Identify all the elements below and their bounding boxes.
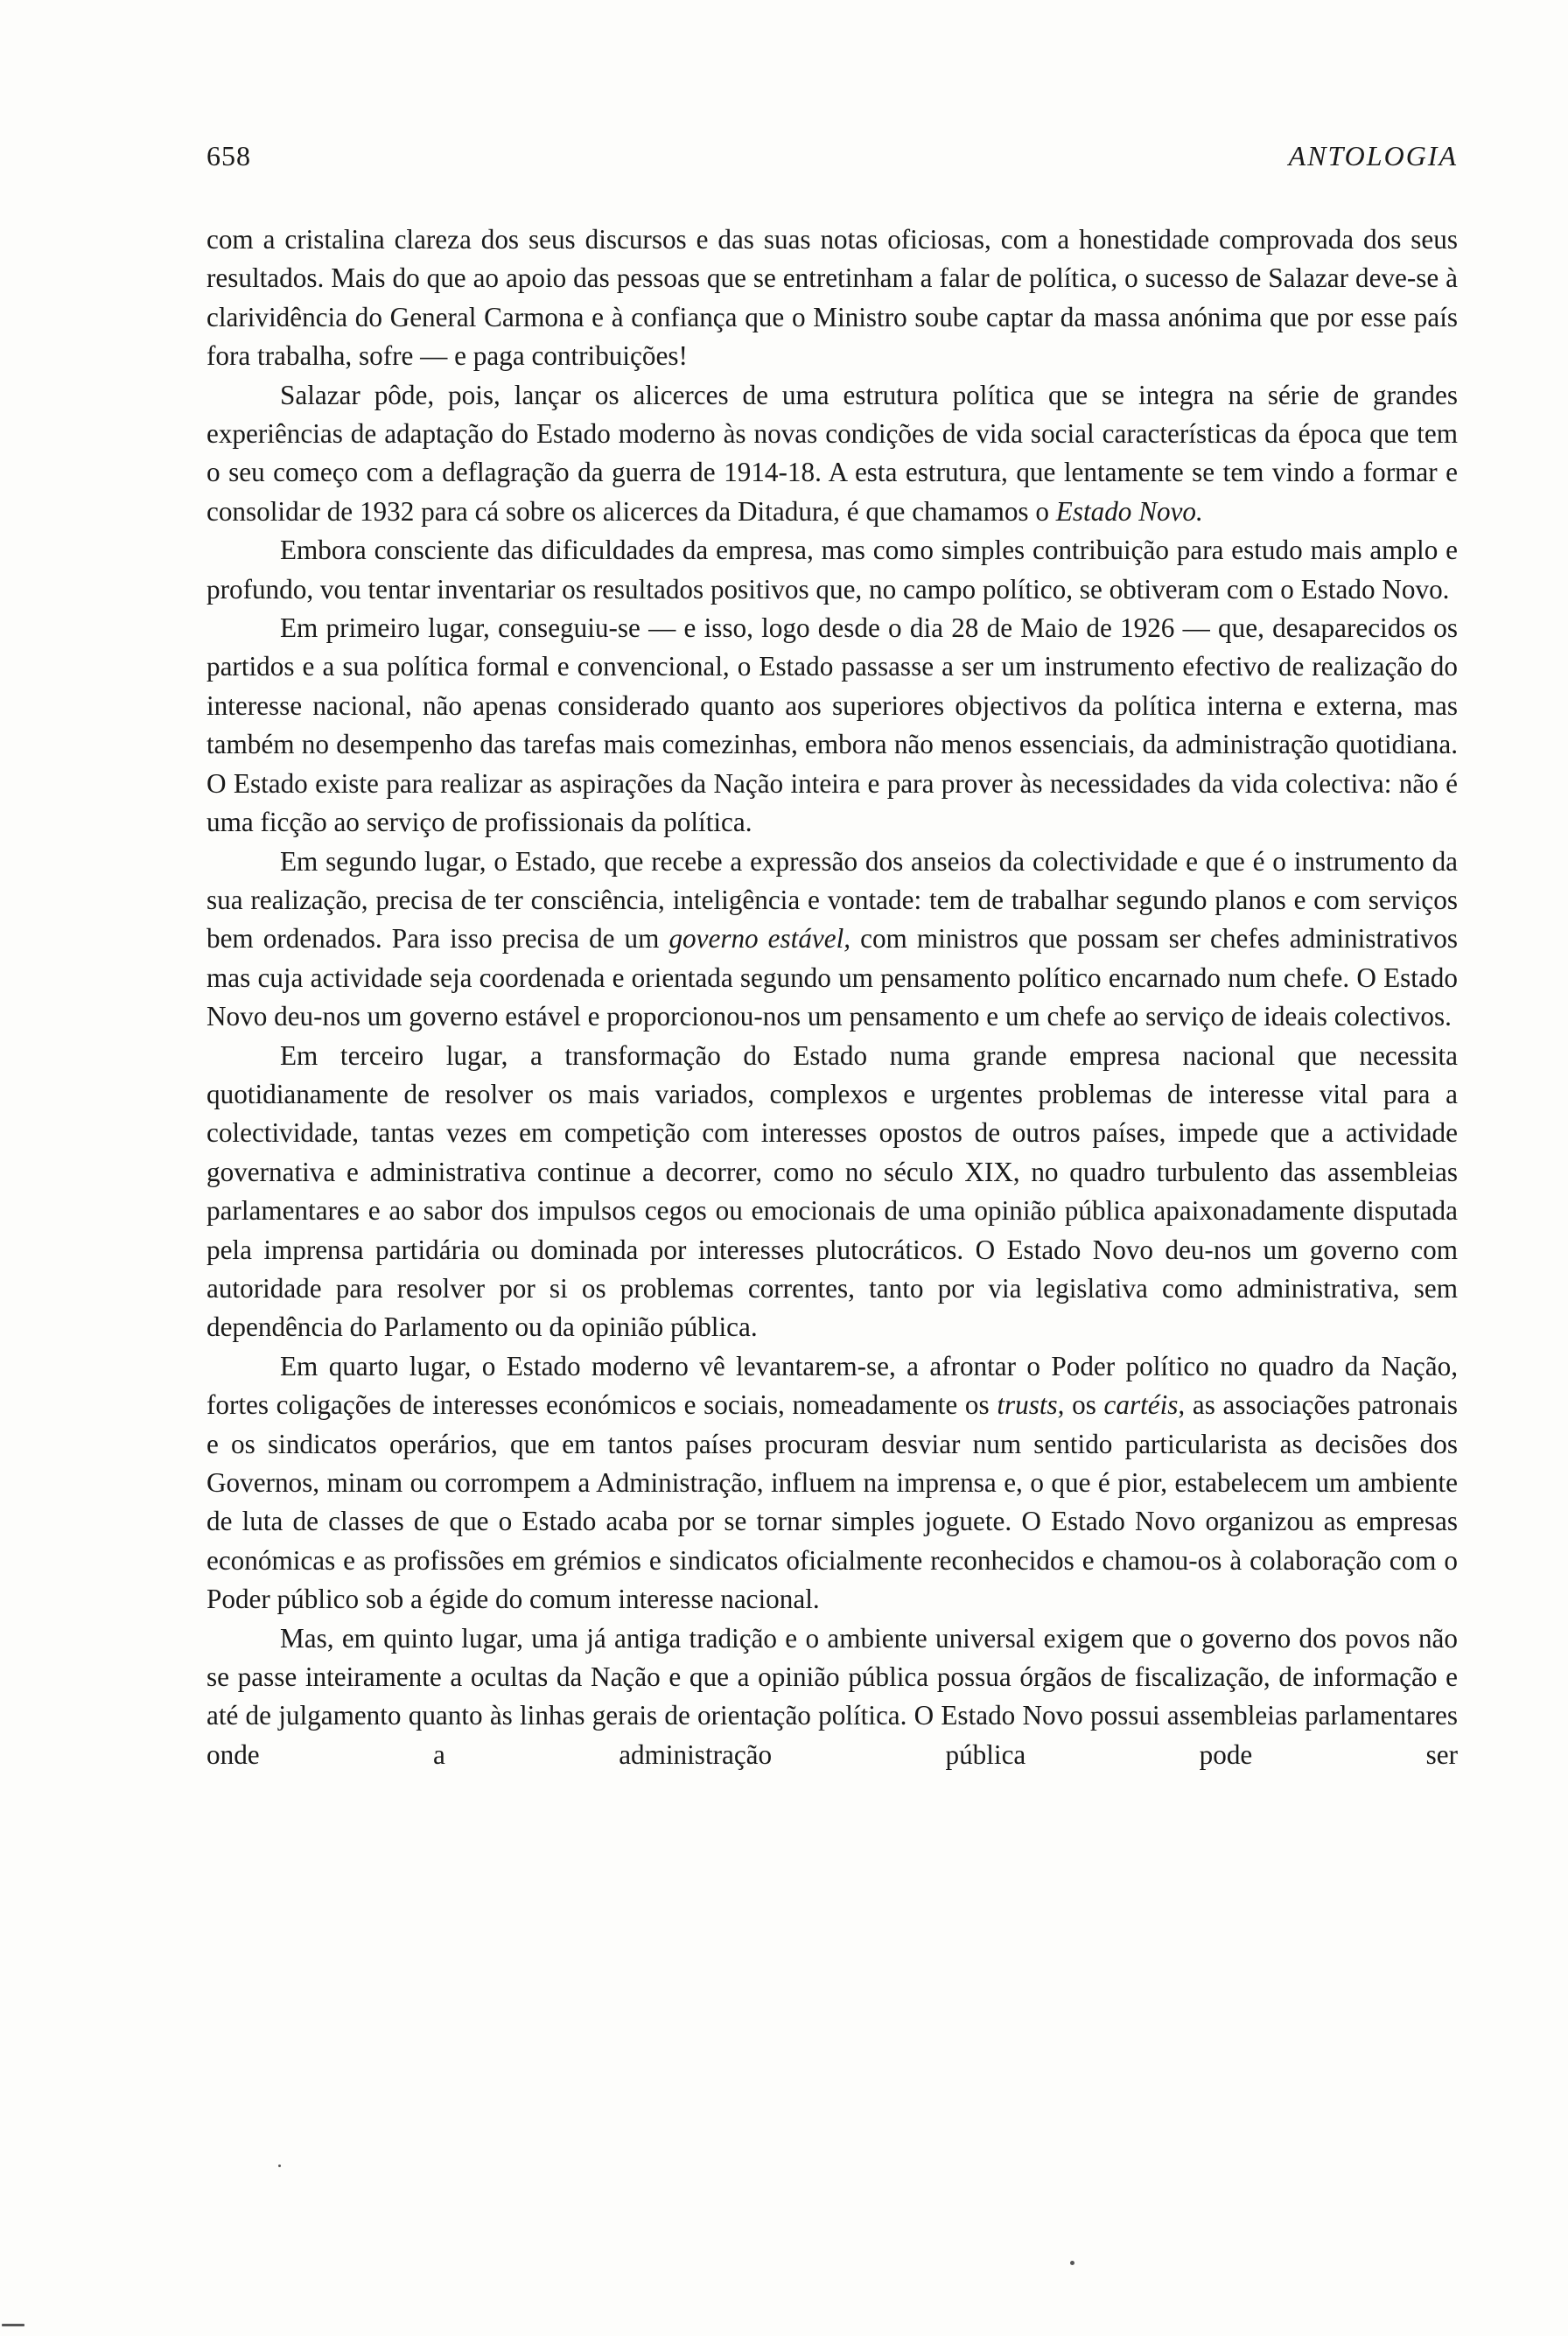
paragraph-5: [206, 843, 1458, 1037]
paragraph-8: [206, 1619, 1458, 1775]
paragraph-4: [206, 609, 1458, 842]
paragraph-text: Mas, em quinto lugar, uma já antiga tradição e o ambiente universal exigem que o governo dos povos não se passe inteiramente a ocultas da Nação e que a opinião pública possua órgãos de fiscalização, de informação e até de julgamento quanto às linhas gerais de orientação política. O Estado Novo possui assembleias parlamentares onde a administração pública pode ser: [206, 1622, 1458, 1770]
paragraph-text: Em quarto lugar, o Estado moderno vê levantarem-se, a afrontar o Poder político no quadro da Nação, fortes coligações de interesses económicos e sociais, nomeadamente os: [206, 1350, 1458, 1421]
paragraph-3: [206, 531, 1458, 609]
paragraph-text: Em primeiro lugar, conseguiu-se — e isso, logo desde o dia 28 de Maio de 1926 — que, desaparecidos os partidos e a sua política formal e convencional, o Estado passasse a ser um instrumento efectivo de realização do interesse nacional, não apenas considerado quanto aos superiores objectivos da política interna e externa, mas também no desempenho das tarefas mais comezinhas, embora não menos essenciais, da administração quotidiana. O Estado existe para realizar as aspirações da Nação inteira e para prover às necessidades da vida colectiva: não é uma ficção ao serviço de profissionais da política.: [206, 612, 1458, 838]
paragraph-text: Salazar pôde, pois, lançar os alicerces de uma estrutura política que se integra na série de grandes experiências de adaptação do Estado moderno às novas condições de vida social características da época que tem o seu começo com a deflagração da guerra de 1914-18. A esta estrutura, que lentamente se tem vindo a formar e consolidar de 1932 para cá sobre os alicerces da Ditadura, é que chamamos o: [206, 379, 1458, 527]
italic-term: trusts,: [997, 1389, 1065, 1421]
page-number: 658: [206, 140, 251, 171]
italic-term: cartéis,: [1103, 1389, 1186, 1421]
paragraph-7: [206, 1347, 1458, 1619]
italic-term: governo estável,: [668, 923, 851, 955]
paragraph-1: [206, 220, 1458, 376]
paragraph-text: Embora consciente das dificuldades da empresa, mas como simples contribuição para estudo mais amplo e profundo, vou tentar inventariar os resultados positivos que, no campo político, se obtiveram com o Estado Novo.: [206, 535, 1458, 605]
paragraph-2: [206, 376, 1458, 532]
paragraph-text: as associações patronais e os sindicatos operários, que em tantos países procuram desviar num sentido particularista as decisões dos Governos, minam ou corrompem a Administração, influem na imprensa e, o que é pior, estabelecem um ambiente de luta de classes de que o Estado acaba por se tornar simples joguete. O Estado Novo organizou as empresas económicas e as profissões em grémios e sindicatos oficialmente reconhecidos e chamou-os à colaboração com o Poder público sob a égide do comum interesse nacional.: [206, 1389, 1459, 1615]
paragraph-text: os: [1064, 1389, 1104, 1421]
running-title: ANTOLOGIA: [1288, 140, 1458, 171]
body-text: [206, 220, 1458, 1774]
scan-speck: [278, 2165, 281, 2167]
italic-term: Estado Novo.: [1055, 495, 1203, 527]
scan-speck: [2, 2324, 24, 2326]
paragraph-text: Em terceiro lugar, a transformação do Estado numa grande empresa nacional que necessita quotidianamente de resolver os mais variados, complexos e urgentes problemas de interesse vital para a colectividade, tantas vezes em competição com interesses opostos de outros países, impede que a actividade governativa e administrativa continue a decorrer, como no século XIX, no quadro turbulento das assembleias parlamentares e ao sabor dos impulsos cegos ou emocionais de uma opinião pública apaixonadamente disputada pela imprensa partidária ou dominada por interesses plutocráticos. O Estado Novo deu-nos um governo com autoridade para resolver por si os problemas correntes, tanto por via legislativa como administrativa, sem dependência do Parlamento ou da opinião pública.: [206, 1039, 1458, 1343]
scan-speck: [1070, 2261, 1074, 2265]
paragraph-text: com ministros que possam ser chefes administrativos mas cuja actividade seja coordenada e orientada segundo um pensamento político encarnado num chefe. O Estado Novo deu-nos um governo estável e proporcionou-nos um pensamento e um chefe ao serviço de ideais colectivos.: [206, 923, 1459, 1032]
paragraph-text: com a cristalina clareza dos seus discursos e das suas notas oficiosas, com a honestidade comprovada dos seus resultados. Mais do que ao apoio das pessoas que se entretinham a falar de política, o sucesso de Salazar deve-se à clarividência do General Carmona e à confiança que o Ministro soube captar da massa anónima que por esse país fora trabalha, sofre — e paga contribuições!: [206, 224, 1458, 372]
page-header: [206, 140, 1458, 184]
paragraph-text: Em segundo lugar, o Estado, que recebe a expressão dos anseios da colectividade e que é o instrumento da sua realização, precisa de ter consciência, inteligência e vontade: tem de trabalhar segundo planos e com serviços bem ordenados. Para isso precisa de um: [206, 845, 1458, 955]
paragraph-6: [206, 1037, 1458, 1347]
